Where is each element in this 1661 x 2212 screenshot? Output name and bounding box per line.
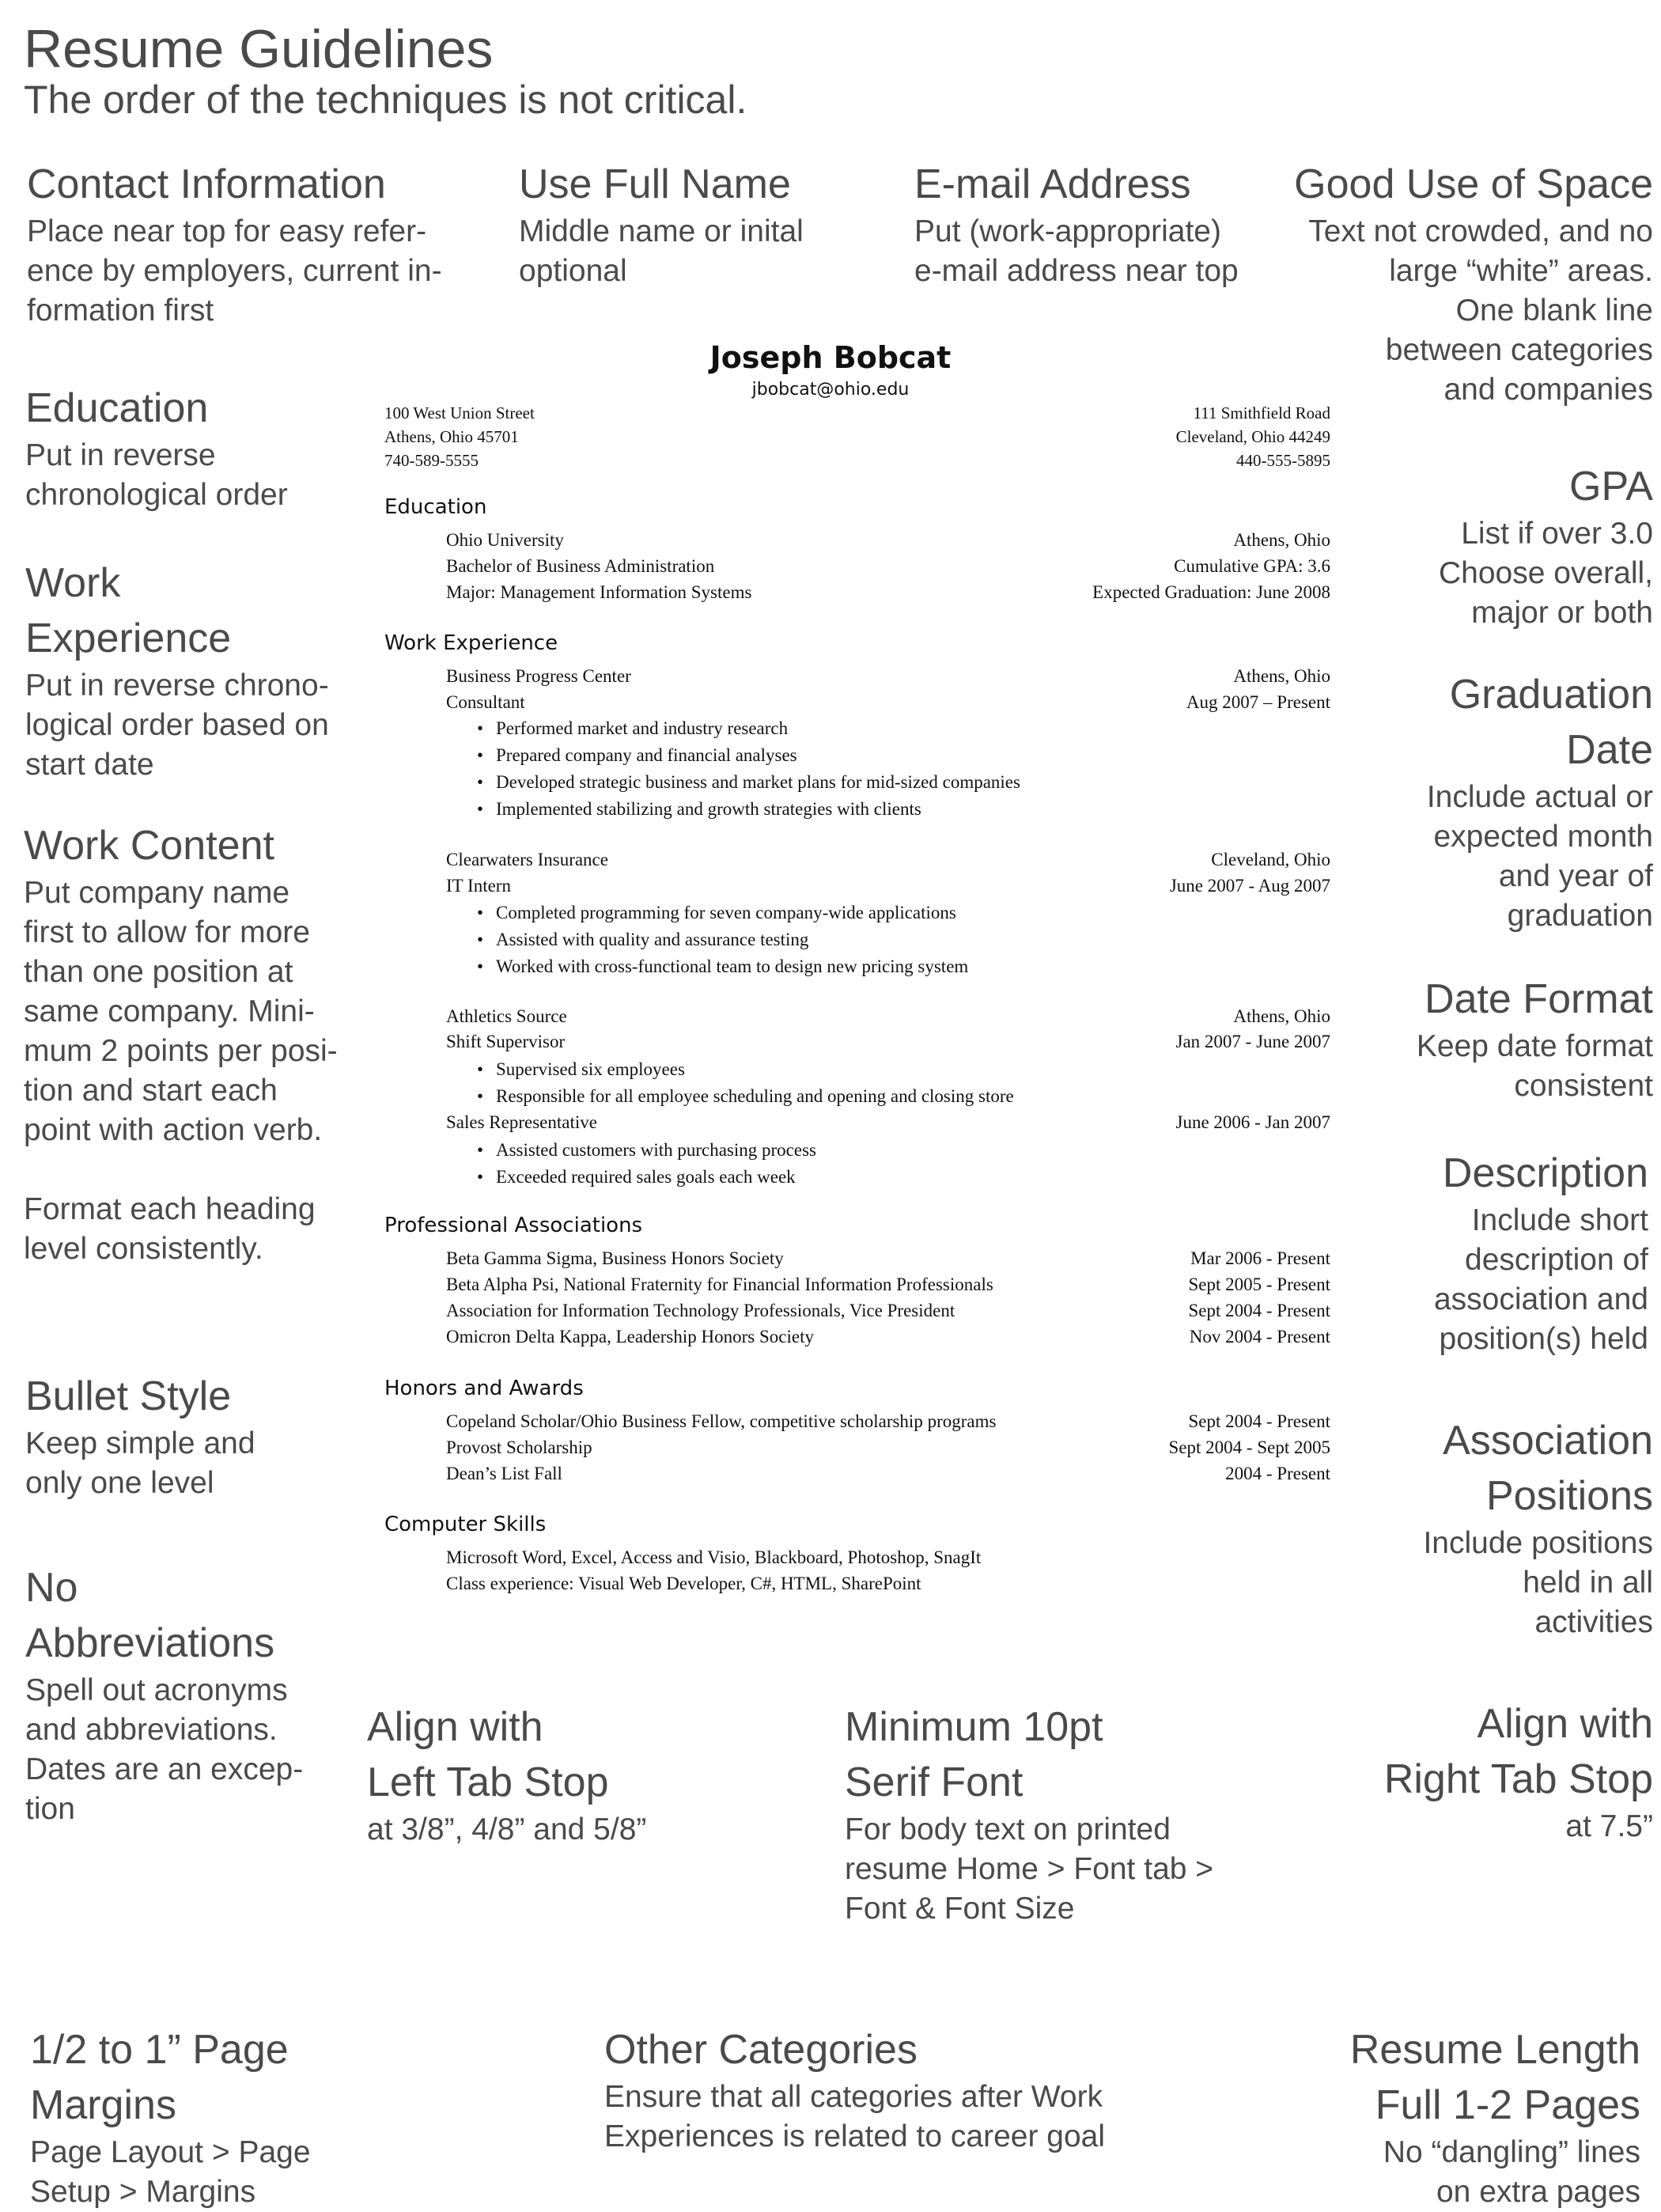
job-company: Business Progress Center bbox=[446, 666, 631, 686]
job-title: Shift Supervisor bbox=[446, 1032, 566, 1051]
list-item: Association for Information Technology Professionals, Vice President bbox=[446, 1301, 955, 1320]
job-dates: Aug 2007 – Present bbox=[1186, 692, 1330, 712]
tip-serif-font bbox=[845, 1699, 1288, 1929]
tip-body-line: Keep simple and bbox=[25, 1426, 255, 1460]
tip-body-line: than one position at bbox=[24, 955, 293, 989]
tip-body-line: Choose overall, bbox=[1439, 556, 1653, 590]
tip-heading: 1/2 to 1” Page bbox=[30, 2027, 289, 2073]
list-item-date: 2004 - Present bbox=[1225, 1464, 1330, 1483]
tip-body-line: between categories bbox=[1385, 333, 1653, 367]
tip-body-line: chronological order bbox=[25, 478, 288, 512]
tip-heading: Association bbox=[1443, 1418, 1653, 1464]
tip-heading: Align with bbox=[1477, 1701, 1653, 1747]
job-location: Athens, Ohio bbox=[1233, 1006, 1330, 1026]
list-item-date: Sept 2004 - Sept 2005 bbox=[1168, 1437, 1330, 1457]
job-bullets bbox=[477, 900, 1268, 980]
tip-body-line: tion and start each bbox=[24, 1074, 278, 1108]
tip-left-tab-stop bbox=[367, 1699, 810, 1850]
job-bullets bbox=[477, 715, 1268, 823]
list-item-date: Nov 2004 - Present bbox=[1189, 1327, 1330, 1347]
address-line: 440-555-5895 bbox=[1236, 451, 1330, 470]
tip-heading: Date bbox=[1566, 727, 1653, 773]
tip-body-line: Text not crowded, and no bbox=[1308, 214, 1653, 248]
page-title: Resume Guidelines bbox=[24, 19, 494, 79]
tip-body-line: major or both bbox=[1471, 596, 1653, 630]
job-dates: June 2006 - Jan 2007 bbox=[1175, 1112, 1330, 1132]
job-title: Sales Representative bbox=[446, 1112, 597, 1132]
tip-heading: Education bbox=[25, 385, 209, 431]
tip-bullet-style bbox=[25, 1369, 358, 1503]
honors-dates bbox=[1093, 1408, 1330, 1487]
tip-body-line: Include positions bbox=[1423, 1526, 1653, 1560]
education-line: Athens, Ohio bbox=[1233, 530, 1330, 550]
list-item: Beta Alpha Psi, National Fraternity for Financial Information Professionals bbox=[446, 1275, 993, 1294]
tip-heading: Abbreviations bbox=[25, 1620, 275, 1666]
tip-heading: Good Use of Space bbox=[1294, 161, 1653, 207]
resume-section-education: Education bbox=[384, 495, 487, 519]
list-item: • Responsible for all employee scheduling and opening and closing store bbox=[477, 1083, 1268, 1110]
tip-heading: Graduation bbox=[1449, 672, 1653, 718]
tip-body-line: expected month bbox=[1433, 820, 1653, 854]
job-bullets bbox=[477, 1056, 1268, 1110]
list-item: • Worked with cross-functional team to design new pricing system bbox=[477, 953, 1268, 980]
tip-gpa bbox=[1337, 459, 1653, 633]
resume-section-associations: Professional Associations bbox=[384, 1214, 643, 1237]
tip-body-line: level consistently. bbox=[24, 1232, 263, 1266]
tip-date-format bbox=[1337, 972, 1653, 1106]
tip-use-full-name bbox=[519, 157, 899, 291]
list-item: • Completed programming for seven company-wide applications bbox=[477, 900, 1268, 926]
resume-address-right bbox=[935, 401, 1330, 472]
tip-right-tab-stop bbox=[1297, 1696, 1653, 1846]
tip-heading: Description bbox=[1442, 1150, 1648, 1196]
list-item: • Exceeded required sales goals each week bbox=[477, 1164, 1268, 1191]
tip-education bbox=[25, 381, 358, 515]
tip-body-line: One blank line bbox=[1455, 294, 1653, 328]
job-title: Consultant bbox=[446, 692, 525, 712]
resume-education-left bbox=[446, 527, 1000, 605]
tip-body-line: association and bbox=[1433, 1282, 1648, 1316]
resume-address-left bbox=[384, 401, 780, 472]
tip-heading: Full 1-2 Pages bbox=[1375, 2082, 1640, 2128]
tip-heading: Minimum 10pt bbox=[845, 1704, 1103, 1750]
tip-body-line: consistent bbox=[1514, 1069, 1653, 1103]
tip-page-margins bbox=[30, 2022, 441, 2212]
tip-body-line: Spell out acronyms bbox=[25, 1673, 288, 1707]
list-item: • Supervised six employees bbox=[477, 1056, 1268, 1083]
list-item: Class experience: Visual Web Developer, C#, HTML, SharePoint bbox=[446, 1574, 921, 1593]
tip-body-line: large “white” areas. bbox=[1389, 254, 1653, 288]
education-line: Major: Management Information Systems bbox=[446, 582, 752, 602]
page-subtitle: The order of the techniques is not critical. bbox=[24, 78, 747, 122]
tip-body-line: Format each heading bbox=[24, 1192, 316, 1226]
resume-name: Joseph Bobcat bbox=[709, 340, 952, 375]
job-dates: June 2007 - Aug 2007 bbox=[1169, 876, 1330, 896]
associations-names bbox=[446, 1245, 1118, 1350]
education-line: Ohio University bbox=[446, 530, 564, 550]
tip-body-line: ence by employers, current in- bbox=[27, 254, 442, 288]
list-item: • Assisted customers with purchasing process bbox=[477, 1137, 1268, 1164]
tip-body-line: Put in reverse bbox=[25, 438, 216, 472]
skills-list bbox=[446, 1544, 1237, 1597]
list-item-date: Sept 2004 - Present bbox=[1188, 1411, 1330, 1431]
tip-body-line: logical order based on bbox=[25, 708, 329, 742]
list-item: Copeland Scholar/Ohio Business Fellow, competitive scholarship programs bbox=[446, 1411, 997, 1431]
associations-dates bbox=[1093, 1245, 1330, 1350]
tip-heading: Margins bbox=[30, 2082, 176, 2128]
list-item: Provost Scholarship bbox=[446, 1437, 592, 1457]
tip-body-line: resume Home > Font tab > bbox=[845, 1852, 1214, 1886]
tip-resume-length bbox=[1250, 2022, 1640, 2212]
list-item: • Prepared company and financial analyses bbox=[477, 742, 1268, 769]
job-company: Clearwaters Insurance bbox=[446, 850, 608, 869]
tip-body-line: and year of bbox=[1498, 859, 1653, 893]
tip-body-line: optional bbox=[519, 254, 627, 288]
tip-heading: Work bbox=[25, 560, 121, 606]
tip-body-line: Setup > Margins bbox=[30, 2175, 256, 2209]
resume-section-honors: Honors and Awards bbox=[384, 1377, 584, 1400]
address-line: 740-589-5555 bbox=[384, 451, 479, 470]
list-item: Beta Gamma Sigma, Business Honors Society bbox=[446, 1248, 784, 1268]
tip-body-line: graduation bbox=[1507, 899, 1653, 933]
job-title: IT Intern bbox=[446, 876, 511, 896]
address-line: 100 West Union Street bbox=[384, 403, 535, 422]
tip-body-line: formation first bbox=[27, 294, 214, 328]
honors-names bbox=[446, 1408, 1118, 1487]
list-item: Omicron Delta Kappa, Leadership Honors Society bbox=[446, 1327, 814, 1347]
tip-heading: Work Content bbox=[24, 823, 274, 869]
tip-work-content bbox=[24, 818, 364, 1269]
tip-graduation-date bbox=[1337, 667, 1653, 936]
address-line: Athens, Ohio 45701 bbox=[384, 427, 519, 446]
tip-heading: GPA bbox=[1569, 464, 1653, 509]
tip-other-categories bbox=[604, 2022, 1158, 2157]
education-line: Expected Graduation: June 2008 bbox=[1092, 582, 1330, 602]
list-item: Microsoft Word, Excel, Access and Visio, Blackboard, Photoshop, SnagIt bbox=[446, 1547, 982, 1567]
resume-email: jbobcat@ohio.edu bbox=[751, 380, 910, 400]
tip-body-line: e-mail address near top bbox=[914, 254, 1239, 288]
tip-body-line: at 3/8”, 4/8” and 5/8” bbox=[367, 1812, 647, 1846]
list-item: • Assisted with quality and assurance testing bbox=[477, 926, 1268, 953]
tip-heading: Contact Information bbox=[27, 161, 386, 207]
tip-heading: Date Format bbox=[1425, 976, 1653, 1022]
list-item-date: Sept 2005 - Present bbox=[1188, 1275, 1330, 1294]
tip-heading: No bbox=[25, 1565, 78, 1611]
tip-no-abbreviations bbox=[25, 1560, 358, 1829]
job-dates: Jan 2007 - June 2007 bbox=[1175, 1032, 1330, 1051]
tip-body-line: Include actual or bbox=[1426, 780, 1653, 814]
job-location: Athens, Ohio bbox=[1233, 666, 1330, 686]
address-line: 111 Smithfield Road bbox=[1193, 403, 1330, 422]
tip-email-address bbox=[914, 157, 1278, 291]
tip-heading: Experience bbox=[25, 615, 232, 661]
tip-heading: Align with bbox=[367, 1704, 543, 1750]
list-item: • Performed market and industry research bbox=[477, 715, 1268, 742]
tip-body-line: on extra pages bbox=[1436, 2175, 1640, 2209]
tip-body-line: Put in reverse chrono- bbox=[25, 669, 329, 703]
job-location: Cleveland, Ohio bbox=[1211, 850, 1330, 869]
tip-body-line: Ensure that all categories after Work bbox=[604, 2080, 1103, 2114]
tip-body-line: Include short bbox=[1471, 1203, 1648, 1237]
education-line: Bachelor of Business Administration bbox=[446, 556, 715, 576]
job-company: Athletics Source bbox=[446, 1006, 567, 1026]
address-line: Cleveland, Ohio 44249 bbox=[1175, 427, 1330, 446]
tip-body-line: Place near top for easy refer- bbox=[27, 214, 427, 248]
tip-body-line: start date bbox=[25, 748, 154, 782]
tip-body-line: held in all bbox=[1523, 1566, 1653, 1600]
tip-body-line: tion bbox=[25, 1792, 75, 1826]
resume-section-work: Work Experience bbox=[384, 631, 558, 655]
tip-heading: Other Categories bbox=[604, 2027, 918, 2073]
resume-section-skills: Computer Skills bbox=[384, 1513, 547, 1536]
tip-heading: E-mail Address bbox=[914, 161, 1191, 207]
tip-work-experience bbox=[25, 555, 365, 785]
tip-body-line: List if over 3.0 bbox=[1461, 517, 1653, 551]
tip-body-line: Experiences is related to career goal bbox=[604, 2119, 1106, 2153]
tip-heading: Positions bbox=[1486, 1473, 1653, 1519]
tip-heading: Serif Font bbox=[845, 1759, 1023, 1805]
list-item: • Implemented stabilizing and growth strategies with clients bbox=[477, 796, 1268, 823]
tip-body-line: Font & Font Size bbox=[845, 1892, 1075, 1926]
tip-body-line: point with action verb. bbox=[24, 1113, 323, 1147]
tip-body-line: Dates are an excep- bbox=[25, 1752, 304, 1786]
tip-heading: Left Tab Stop bbox=[367, 1759, 609, 1805]
tip-body-line: description of bbox=[1465, 1243, 1648, 1277]
tip-body-line: Put (work-appropriate) bbox=[914, 214, 1221, 248]
tip-heading: Bullet Style bbox=[25, 1373, 232, 1419]
list-item: Dean’s List Fall bbox=[446, 1464, 562, 1483]
list-item-date: Sept 2004 - Present bbox=[1188, 1301, 1330, 1320]
tip-body-line: only one level bbox=[25, 1466, 214, 1500]
tip-description bbox=[1337, 1146, 1648, 1359]
tip-heading: Resume Length bbox=[1349, 2027, 1640, 2073]
tip-heading: Right Tab Stop bbox=[1383, 1756, 1653, 1802]
tip-heading: Use Full Name bbox=[519, 161, 791, 207]
tip-body-line: first to allow for more bbox=[24, 915, 310, 949]
tip-body-line: No “dangling” lines bbox=[1383, 2135, 1640, 2169]
tip-association-positions bbox=[1337, 1413, 1653, 1642]
tip-body-line: Put company name bbox=[24, 876, 290, 910]
tip-contact-information bbox=[27, 157, 470, 331]
tip-body-line: and abbreviations. bbox=[25, 1713, 278, 1747]
education-line: Cumulative GPA: 3.6 bbox=[1174, 556, 1330, 576]
tip-body-line: activities bbox=[1534, 1605, 1653, 1639]
tip-body-line: For body text on printed bbox=[845, 1812, 1171, 1846]
tip-body-line: Keep date format bbox=[1416, 1029, 1653, 1063]
list-item-date: Mar 2006 - Present bbox=[1190, 1248, 1330, 1268]
job-bullets bbox=[477, 1137, 1268, 1191]
resume-education-right bbox=[935, 527, 1330, 605]
tip-body-line: same company. Mini- bbox=[24, 994, 315, 1028]
tip-body-line: mum 2 points per posi- bbox=[24, 1034, 338, 1068]
tip-body-line: position(s) held bbox=[1439, 1322, 1648, 1356]
tip-body-line: and companies bbox=[1443, 373, 1653, 407]
list-item: • Developed strategic business and market plans for mid-sized companies bbox=[477, 769, 1268, 796]
tip-body-line: Middle name or inital bbox=[519, 214, 804, 248]
tip-body-line: at 7.5” bbox=[1565, 1809, 1653, 1843]
tip-body-line: Page Layout > Page bbox=[30, 2135, 311, 2169]
